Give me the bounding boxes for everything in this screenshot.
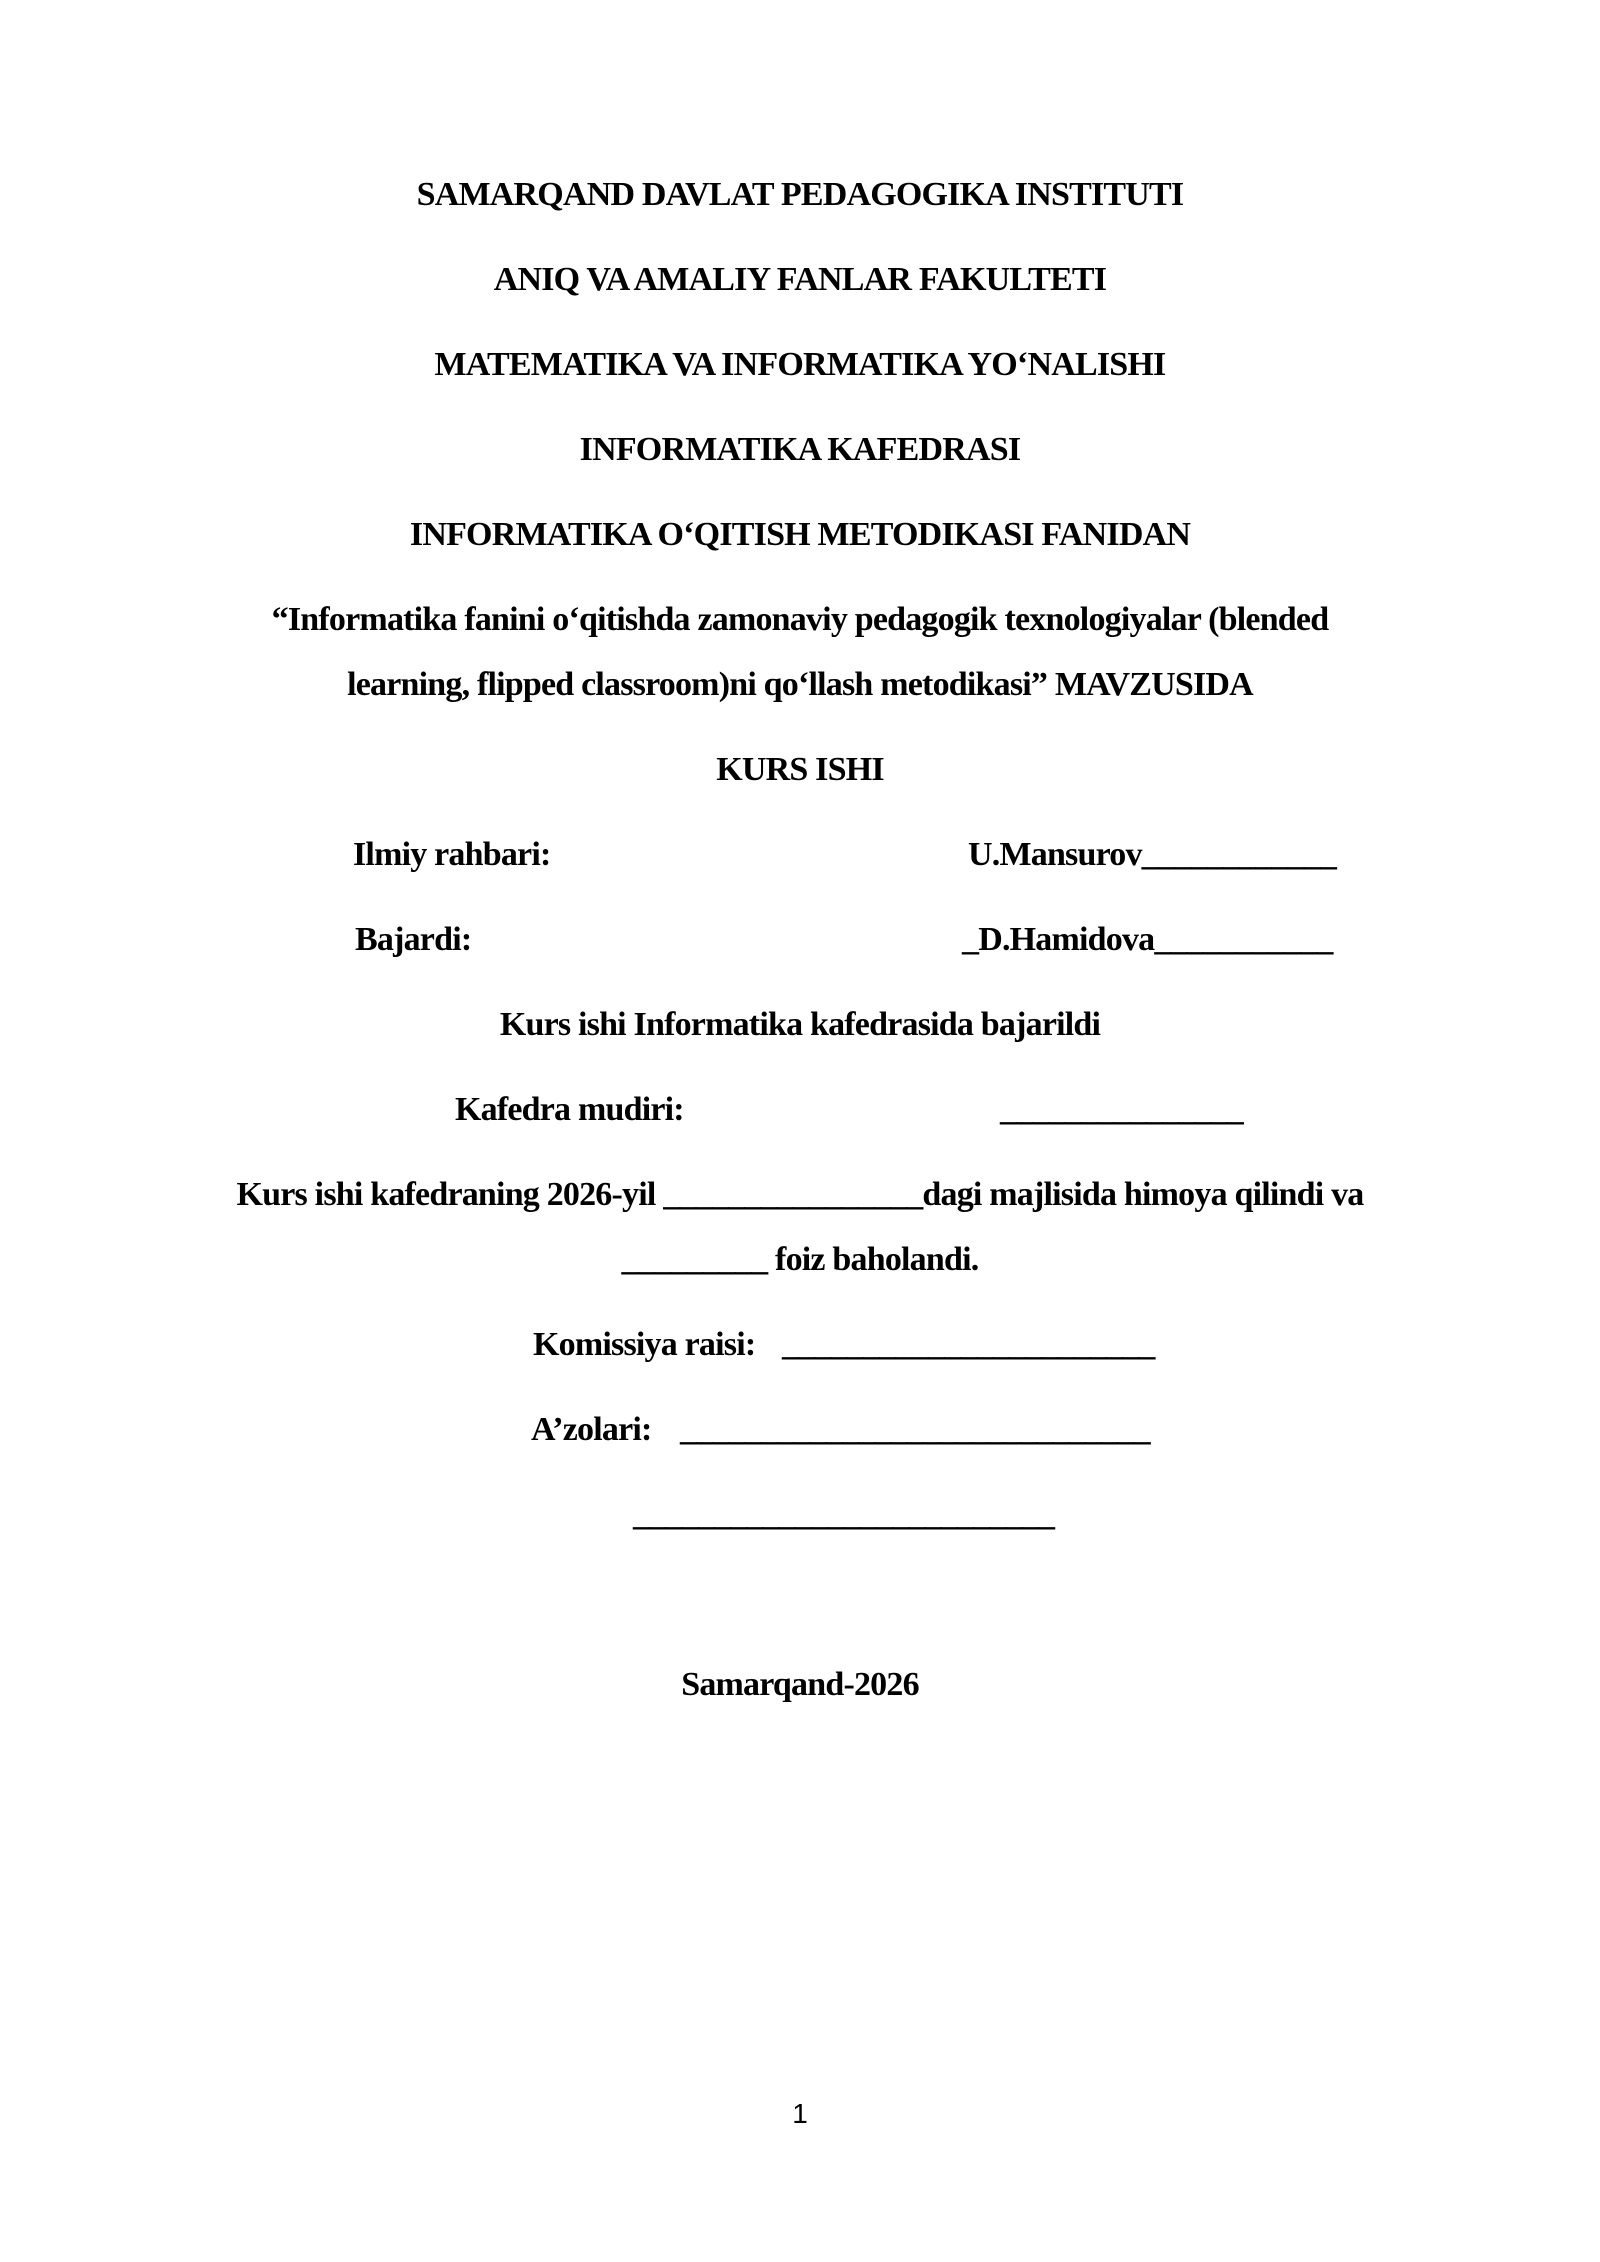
performer-label: Bajardi: [355, 921, 472, 958]
place-year: Samarqand-2026 [681, 1666, 919, 1703]
head-label: Kafedra mudiri: [455, 1091, 684, 1128]
head-signature-line: _______________ [1000, 1091, 1244, 1128]
defense-line-1: Kurs ishi kafedraning 2026-yil ________________dagi majlisida himoya qilindi va [236, 1176, 1364, 1213]
page-number: 1 [792, 2098, 808, 2129]
institute-title: SAMARQAND DAVLAT PEDAGOGIKA INSTITUTI [416, 176, 1184, 213]
faculty-title: ANIQ VA AMALIY FANLAR FAKULTETI [493, 261, 1107, 298]
commission-members-label: A’zolari: [531, 1411, 652, 1448]
department-title: INFORMATIKA KAFEDRASI [579, 431, 1021, 468]
performer-value: _D.Hamidova___________ [962, 921, 1333, 958]
direction-title: MATEMATIKA VA INFORMATIKA YO‘NALISHI [434, 346, 1166, 383]
commission-chair-line: _______________________ [782, 1326, 1155, 1363]
commission-members-line: _____________________________ [680, 1411, 1150, 1448]
work-type: KURS ISHI [716, 751, 884, 788]
commission-chair-label: Komissiya raisi: [533, 1326, 756, 1363]
subject-title: INFORMATIKA O‘QITISH METODIKASI FANIDAN [409, 516, 1191, 553]
defense-line-2: _________ foiz baholandi. [621, 1241, 979, 1278]
supervisor-label: Ilmiy rahbari: [353, 836, 551, 873]
topic-line-2: learning, flipped classroom)ni qo‘llash metodikasi” MAVZUSIDA [347, 666, 1253, 703]
topic-line-1: “Informatika fanini o‘qitishda zamonaviy pedagogik texnologiyalar (blended [271, 601, 1329, 638]
supervisor-value: U.Mansurov____________ [968, 836, 1337, 873]
completed-at: Kurs ishi Informatika kafedrasida bajarildi [499, 1006, 1101, 1043]
commission-extra-line: __________________________ [633, 1496, 1055, 1533]
